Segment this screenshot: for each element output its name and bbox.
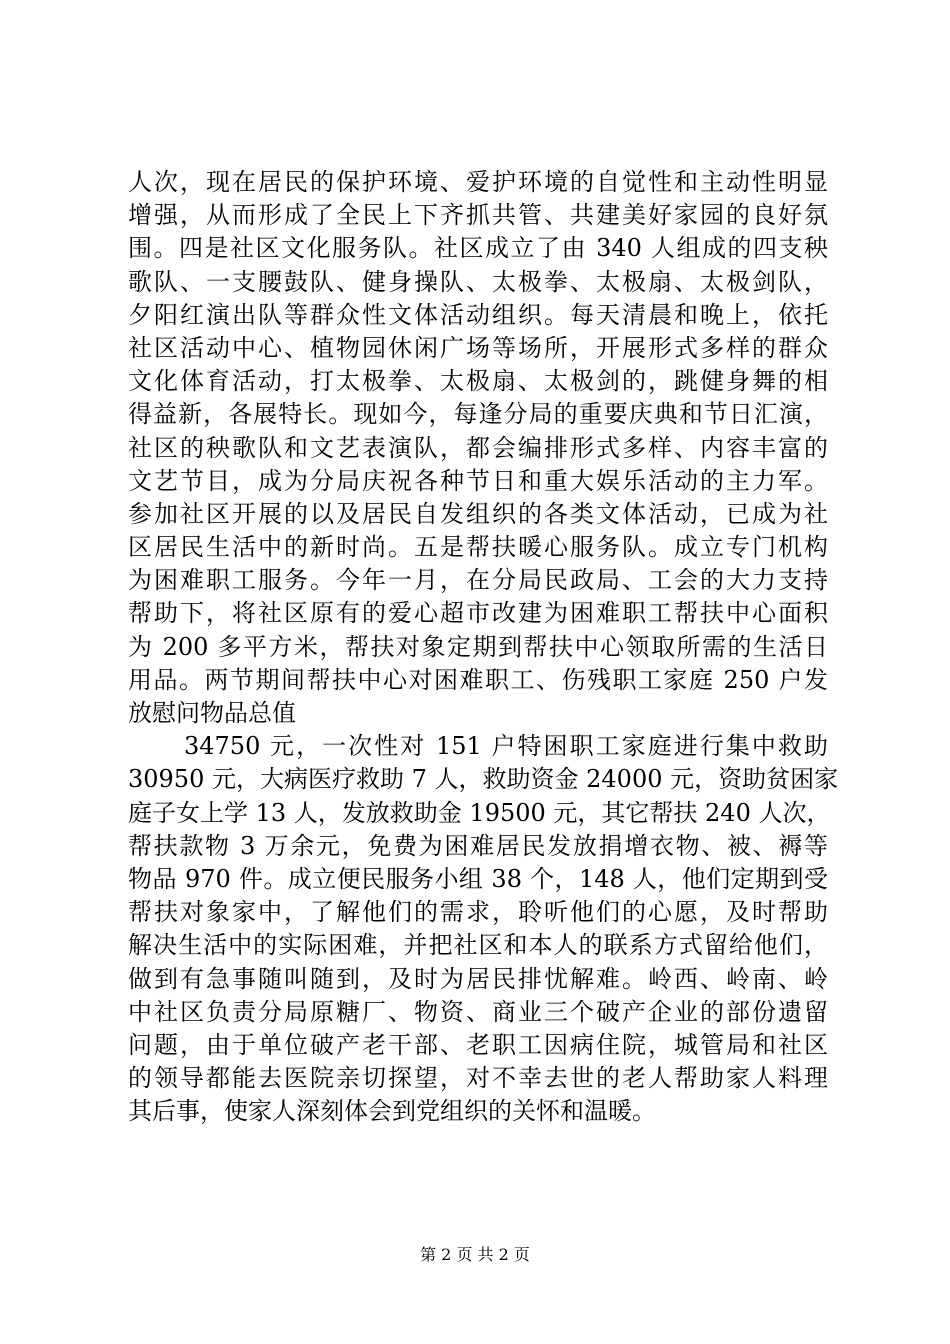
text-line: 歌队、一支腰鼓队、健身操队、太极拳、太极扇、太极剑队，: [128, 267, 828, 296]
text-line: 文艺节目，成为分局庆祝各种节日和重大娱乐活动的主力军。: [128, 466, 828, 495]
text-line: 解决生活中的实际困难，并把社区和本人的联系方式留给他们，: [128, 931, 828, 960]
text-line: 问题，由于单位破产老干部、老职工因病住院，城管局和社区: [128, 1030, 828, 1059]
text-line: 为困难职工服务。今年一月，在分局民政局、工会的大力支持: [128, 566, 828, 595]
text-line: 帮扶对象家中，了解他们的需求，聆听他们的心愿，及时帮助: [128, 898, 828, 927]
text-line: 34750 元，一次性对 151 户特困职工家庭进行集中救助: [184, 732, 828, 761]
text-line: 围。四是社区文化服务队。社区成立了由 340 人组成的四支秧: [128, 234, 828, 263]
text-line: 做到有急事随叫随到，及时为居民排忧解难。岭西、岭南、岭: [128, 964, 828, 993]
page-number-footer: 第 2 页 共 2 页: [420, 1245, 530, 1264]
text-line: 帮扶款物 3 万余元，免费为困难居民发放捐增衣物、被、褥等: [128, 831, 828, 860]
text-line: 庭子女上学 13 人，发放救助金 19500 元，其它帮扶 240 人次，: [128, 798, 831, 827]
text-line: 人次，现在居民的保护环境、爱护环境的自觉性和主动性明显: [128, 168, 828, 196]
text-line: 得益新，各展特长。现如今，每逢分局的重要庆典和节日汇演，: [128, 400, 828, 429]
text-line: 文化体育活动，打太极拳、太极扇、太极剑的，跳健身舞的相: [128, 367, 828, 396]
text-line: 为 200 多平方米，帮扶对象定期到帮扶中心领取所需的生活日: [128, 632, 828, 661]
text-line: 物品 970 件。成立便民服务小组 38 个，148 人，他们定期到受: [128, 864, 828, 893]
text-line: 区居民生活中的新时尚。五是帮扶暖心服务队。成立专门机构: [128, 533, 828, 562]
text-line: 增强，从而形成了全民上下齐抓共管、共建美好家园的良好氛: [128, 201, 828, 230]
text-line: 社区活动中心、植物园休闲广场等场所，开展形式多样的群众: [128, 333, 828, 362]
text-line: 夕阳红演出队等群众性文体活动组织。每天清晨和晚上，依托: [128, 300, 828, 329]
text-line: 用品。两节期间帮扶中心对困难职工、伤残职工家庭 250 户发: [128, 665, 828, 694]
text-line: 社区的秧歌队和文艺表演队，都会编排形式多样、内容丰富的: [128, 433, 828, 462]
text-line: 帮助下，将社区原有的爱心超市改建为困难职工帮扶中心面积: [128, 599, 828, 628]
text-line: 的领导都能去医院亲切探望，对不幸去世的老人帮助家人料理: [128, 1064, 828, 1093]
text-line: 其后事，使家人深刻体会到党组织的关怀和温暖。: [128, 1097, 656, 1126]
text-line: 参加社区开展的以及居民自发组织的各类文体活动，已成为社: [128, 499, 828, 528]
body-text: [128, 166, 839, 1128]
text-line: 30950 元，大病医疗救助 7 人，救助资金 24000 元，资助贫困家: [128, 765, 839, 794]
text-line: 放慰问物品总值: [128, 699, 296, 727]
text-line: 中社区负责分局原糖厂、物资、商业三个破产企业的部份遗留: [128, 997, 828, 1026]
